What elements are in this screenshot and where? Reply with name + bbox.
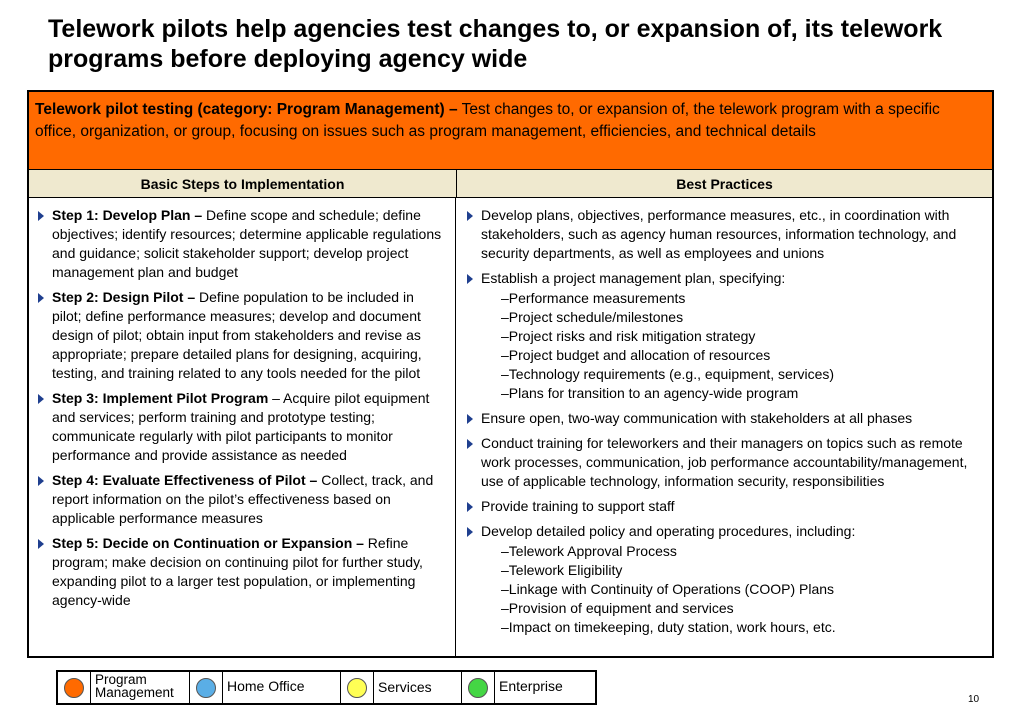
sublist-item: –Linkage with Continuity of Operations (COOP) Plans	[501, 581, 835, 597]
sublist-item: –Technology requirements (e.g., equipment, services)	[501, 366, 835, 382]
practice-text: Provide training to support staff	[481, 498, 675, 514]
step-text: Refine program; make decision on continuing pilot for further study, expanding pilot to a larger test population, or implementing agency-wide	[52, 535, 423, 608]
sublist-item: –Provision of equipment and services	[501, 600, 734, 616]
step-text: Define population to be included in pilot; define performance measures; develop and document design of pilot; obtain input from stakeholders and revise as appropriate; prepare detailed plans for designing, acquiring, testing, and training related to any tools needed for the pilot	[52, 289, 422, 381]
step-text: Define scope and schedule; define objectives; identify resources; determine applicable regulations and guidance; solicit stakeholder support; develop project management plan and budget	[52, 207, 442, 280]
sublist-item: –Project risks and risk mitigation strategy	[501, 328, 756, 344]
page-number: 10	[968, 694, 980, 705]
practice-item	[466, 497, 982, 516]
practice-text: Ensure open, two-way communication with stakeholders at all phases	[481, 410, 913, 426]
bullet-arrow-icon	[467, 211, 473, 221]
practice-item	[466, 522, 982, 541]
sublist-item: –Performance measurements	[501, 290, 686, 306]
practice-item	[466, 409, 982, 428]
step-item	[37, 389, 445, 465]
practice-text: Develop plans, objectives, performance measures, etc., in coordination with stakeholders, such as agency human resources, information technology, and security departments, as well as employees and unions	[481, 207, 957, 261]
sublist-item: –Telework Eligibility	[501, 562, 623, 578]
green-circle-icon	[468, 678, 488, 698]
step-item	[37, 471, 445, 528]
page-title: Telework pilots help agencies test changes to, or expansion of, its telework programs before deploying agency wide	[48, 15, 943, 73]
practice-item	[466, 206, 982, 263]
sublist-item: –Project schedule/milestones	[501, 309, 684, 325]
bullet-arrow-icon	[38, 476, 44, 486]
practice-sublist	[466, 542, 982, 637]
bullet-arrow-icon	[38, 211, 44, 221]
step-title: Step 2: Design Pilot –	[52, 289, 196, 305]
step-title: Step 4: Evaluate Effectiveness of Pilot –	[52, 472, 318, 488]
banner-description: Test changes to, or expansion of, the telework program with a specific office, organization, or group, focusing on issues such as program management, efficiencies, and technical details	[35, 101, 940, 140]
sublist-item: –Telework Approval Process	[501, 543, 677, 559]
legend-label: Home Office	[223, 672, 341, 703]
bullet-arrow-icon	[38, 539, 44, 549]
legend-label: Program Management	[91, 672, 190, 703]
step-text: – Acquire pilot equipment and services; perform training and prototype testing; communicate regularly with pilot participants to monitor performance and provide assistance as needed	[52, 390, 430, 463]
orange-circle-icon	[64, 678, 84, 698]
practice-text: Conduct training for teleworkers and their managers on topics such as remote work processes, communication, job performance accountability/management, use of applicable technology, information security, responsibilities	[481, 435, 968, 489]
legend-swatch	[190, 672, 223, 703]
bullet-arrow-icon	[467, 502, 473, 512]
practice-sublist	[466, 289, 982, 403]
header-basic-steps: Basic Steps to Implementation	[29, 170, 457, 197]
bullet-arrow-icon	[467, 527, 473, 537]
bullet-arrow-icon	[38, 394, 44, 404]
category-banner	[29, 92, 992, 170]
legend-label: Services	[374, 672, 462, 703]
step-text: Collect, track, and report information on the pilot’s effectiveness based on applicable performance measures	[52, 472, 434, 526]
bullet-arrow-icon	[467, 439, 473, 449]
sublist-item: –Impact on timekeeping, duty station, work hours, etc.	[501, 619, 836, 635]
sublist-item: –Plans for transition to an agency-wide program	[501, 385, 799, 401]
pilot-testing-table	[27, 90, 994, 658]
legend-label: Enterprise	[499, 678, 563, 694]
legend-swatch	[341, 672, 374, 703]
step-title: Step 5: Decide on Continuation or Expansion –	[52, 535, 364, 551]
step-title: Step 3: Implement Pilot Program	[52, 390, 269, 406]
table-header-row	[29, 170, 992, 198]
step-item	[37, 206, 445, 282]
yellow-circle-icon	[347, 678, 367, 698]
bullet-arrow-icon	[38, 293, 44, 303]
blue-circle-icon	[196, 678, 216, 698]
practice-text: Develop detailed policy and operating procedures, including:	[481, 523, 856, 539]
bullet-arrow-icon	[467, 274, 473, 284]
practice-item	[466, 269, 982, 288]
sublist-item: –Project budget and allocation of resources	[501, 347, 771, 363]
category-legend	[56, 670, 597, 705]
legend-swatch	[462, 672, 495, 703]
legend-swatch	[58, 672, 91, 703]
step-title: Step 1: Develop Plan –	[52, 207, 203, 223]
bullet-arrow-icon	[467, 414, 473, 424]
header-best-practices: Best Practices	[676, 175, 773, 192]
practices-column	[456, 198, 992, 656]
practice-item	[466, 434, 982, 491]
steps-column	[29, 198, 456, 656]
step-item	[37, 288, 445, 383]
banner-heading: Telework pilot testing (category: Program Management) –	[35, 101, 458, 118]
practice-text: Establish a project management plan, specifying:	[481, 270, 786, 286]
step-item	[37, 534, 445, 610]
